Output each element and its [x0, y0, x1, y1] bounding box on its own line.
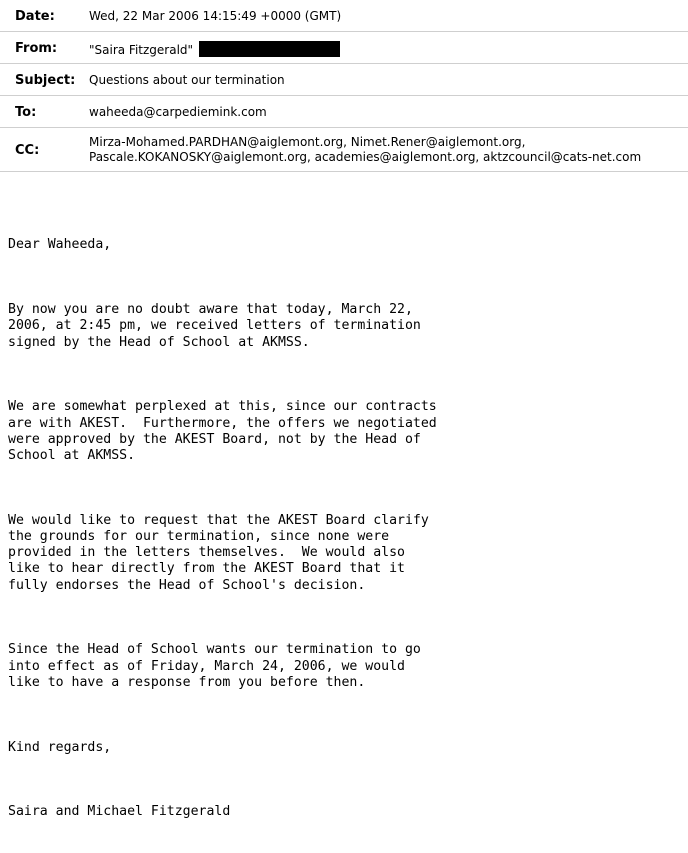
signature: Saira and Michael Fitzgerald — [8, 804, 231, 820]
from-row — [0, 32, 688, 64]
email-body — [8, 205, 680, 853]
cc-line-1: Mirza-Mohamed.PARDHAN@aiglemont.org, Nimet.Rener@aiglemont.org, — [89, 135, 526, 149]
date-row — [0, 0, 688, 32]
cc-label: CC: — [15, 143, 40, 158]
cc-row — [0, 128, 688, 172]
body-paragraph-2: We are somewhat perplexed at this, since our contracts are with AKEST. Furthermore, the offers we negotiated were approved by the AKEST Board, not by the Head of School at AKMSS. — [8, 399, 437, 464]
subject-label: Subject: — [15, 73, 76, 88]
from-label: From: — [15, 41, 58, 56]
subject-row — [0, 64, 688, 96]
closing: Kind regards, — [8, 739, 112, 755]
greeting: Dear Waheeda, — [8, 237, 112, 253]
to-row — [0, 96, 688, 128]
to-label: To: — [15, 105, 37, 120]
to-value: waheeda@carpediemink.com — [89, 105, 267, 119]
body-paragraph-3: We would like to request that the AKEST Board clarify the grounds for our termination, since none were provided in the letters themselves. We would also like to hear directly from the AKEST Board that it fully endorses the Head of School's decision. — [8, 512, 429, 593]
cc-line-2: Pascale.KOKANOSKY@aiglemont.org, academies@aiglemont.org, aktzcouncil@cats-net.com — [89, 150, 642, 164]
cc-value — [89, 135, 641, 165]
body-paragraph-1: By now you are no doubt aware that today, March 22, 2006, at 2:45 pm, we received letters of termination signed by the Head of School at AKMSS. — [8, 302, 421, 350]
sender-name: "Saira Fitzgerald" — [89, 43, 194, 57]
from-value — [89, 41, 340, 57]
date-value: Wed, 22 Mar 2006 14:15:49 +0000 (GMT) — [89, 9, 342, 23]
subject-value: Questions about our termination — [89, 73, 285, 87]
body-paragraph-4: Since the Head of School wants our termination to go into effect as of Friday, March 24, 2006, we would like to have a response from you before then. — [8, 642, 421, 690]
date-label: Date: — [15, 9, 55, 24]
redacted-email-block — [199, 41, 340, 57]
